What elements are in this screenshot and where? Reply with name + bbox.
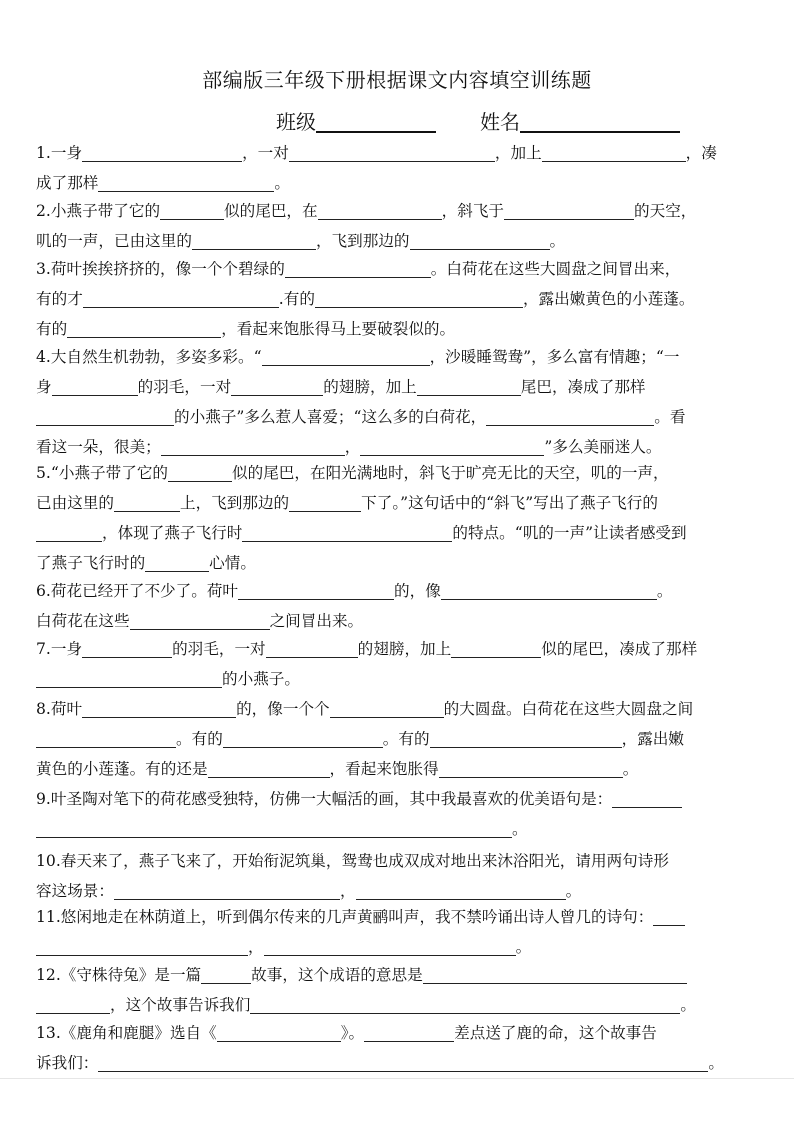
question-text: 叽的一声，已由这里的: [36, 232, 192, 250]
question-text: 7.一身: [36, 640, 83, 658]
answer-blank[interactable]: [114, 495, 180, 512]
question-text: 有的: [36, 320, 68, 338]
answer-blank[interactable]: [36, 671, 222, 688]
question-text: 的天空，: [634, 202, 697, 220]
question-text: ，这个故事告诉我们: [110, 996, 251, 1014]
answer-blank[interactable]: [238, 583, 394, 600]
question-text: 8.荷叶: [36, 700, 83, 718]
name-blank[interactable]: [520, 111, 680, 133]
class-label: 班级: [276, 110, 316, 134]
question-text: ，看起来饱胀得: [329, 760, 439, 778]
question-line: [36, 724, 756, 754]
question-text: 上，飞到那边的: [179, 494, 290, 512]
question-text: ，凑: [685, 144, 717, 162]
question-line: [36, 196, 756, 226]
question-text: 12.《守株待兔》是一篇: [36, 966, 202, 984]
answer-blank[interactable]: [192, 233, 316, 250]
question-line: [36, 990, 756, 1020]
question-5: [36, 458, 756, 578]
answer-blank[interactable]: [289, 495, 361, 512]
question-7: [36, 634, 756, 694]
question-text: ，体现了燕子飞行时: [102, 524, 243, 542]
question-line: [36, 664, 756, 694]
question-text: 黄色的小莲蓬。有的还是: [36, 760, 208, 778]
question-text: ，飞到那边的: [315, 232, 410, 250]
answer-blank[interactable]: [364, 1025, 454, 1042]
answer-blank[interactable]: [82, 145, 242, 162]
question-text: ，一对: [242, 144, 289, 162]
question-line: [36, 254, 756, 284]
answer-blank[interactable]: [36, 821, 512, 838]
answer-blank[interactable]: [168, 465, 232, 482]
answer-blank[interactable]: [208, 761, 330, 778]
answer-blank[interactable]: [160, 203, 224, 220]
question-text: ，: [339, 882, 356, 900]
answer-blank[interactable]: [653, 909, 685, 926]
answer-blank[interactable]: [262, 349, 430, 366]
question-text: 。有的: [176, 730, 223, 748]
question-text: 13.《鹿角和鹿腿》选自《: [36, 1024, 217, 1042]
question-9: [36, 784, 756, 844]
question-text: ，沙暖睡鸳鸯”，多么富有情趣；“一: [429, 348, 680, 366]
answer-blank[interactable]: [36, 939, 248, 956]
question-6: [36, 576, 756, 636]
question-text: 4.大自然生机勃勃，多姿多彩。“: [36, 348, 262, 366]
answer-blank[interactable]: [356, 883, 566, 900]
question-text: 已由这里的: [36, 494, 114, 512]
answer-blank[interactable]: [264, 939, 516, 956]
page-title: 部编版三年级下册根据课文内容填空训练题: [202, 68, 592, 92]
question-line: [36, 458, 756, 488]
question-line: [36, 784, 756, 814]
answer-blank[interactable]: [430, 731, 622, 748]
answer-blank[interactable]: [410, 233, 550, 250]
answer-blank[interactable]: [242, 525, 452, 542]
question-line: [36, 168, 756, 198]
answer-blank[interactable]: [285, 261, 431, 278]
question-2: [36, 196, 756, 256]
answer-blank[interactable]: [36, 409, 174, 426]
answer-blank[interactable]: [36, 525, 102, 542]
question-text: 。: [680, 996, 696, 1014]
question-line: [36, 342, 756, 372]
question-1: [36, 138, 756, 198]
question-line: [36, 518, 756, 548]
answer-blank[interactable]: [612, 791, 682, 808]
question-line: [36, 548, 756, 578]
answer-blank[interactable]: [231, 379, 323, 396]
answer-blank[interactable]: [330, 701, 444, 718]
question-text: 成了那样: [36, 174, 99, 192]
question-line: [36, 902, 756, 932]
question-line: [36, 694, 756, 724]
answer-blank[interactable]: [130, 613, 270, 630]
answer-blank[interactable]: [217, 1025, 341, 1042]
answer-blank[interactable]: [223, 731, 383, 748]
student-info-row: [276, 106, 680, 135]
question-line: [36, 932, 756, 962]
question-text: 。: [549, 232, 566, 250]
question-line: [36, 1048, 756, 1078]
question-text: 。白荷花在这些大圆盘之间冒出来，: [430, 260, 681, 278]
answer-blank[interactable]: [318, 203, 442, 220]
answer-blank[interactable]: [315, 291, 523, 308]
answer-blank[interactable]: [98, 175, 274, 192]
answer-blank[interactable]: [439, 761, 623, 778]
question-line: [36, 960, 756, 990]
question-text: ，露出嫩: [621, 730, 684, 748]
answer-blank[interactable]: [250, 997, 680, 1014]
page-bottom-divider: [0, 1078, 794, 1079]
class-blank[interactable]: [316, 111, 436, 133]
question-text: 看这一朵，很美；: [36, 438, 161, 456]
question-text: 6.荷花已经开了不少了。荷叶: [36, 582, 239, 600]
answer-blank[interactable]: [82, 641, 172, 658]
question-text: 。: [708, 1054, 724, 1072]
question-text: 。: [274, 174, 290, 192]
question-text: 下了。”这句话中的“斜飞”写出了燕子飞行的: [361, 494, 658, 512]
question-8: [36, 694, 756, 784]
question-3: [36, 254, 756, 344]
question-text: 有的才: [36, 290, 83, 308]
answer-blank[interactable]: [161, 439, 345, 456]
question-text: 心情。: [209, 554, 256, 572]
question-10: [36, 846, 756, 906]
question-text: 。: [656, 582, 673, 600]
question-4: [36, 342, 756, 462]
question-text: 的，像: [394, 582, 441, 600]
question-text: 11.悠闲地走在林荫道上，听到偶尔传来的几声黄鹂叫声，我不禁吟诵出诗人曾几的诗句：: [36, 908, 654, 926]
answer-blank[interactable]: [423, 967, 687, 984]
question-text: 。: [622, 760, 639, 778]
answer-blank[interactable]: [145, 555, 209, 572]
question-text: 。有的: [382, 730, 430, 748]
answer-blank[interactable]: [289, 145, 495, 162]
question-text: 。看: [654, 408, 686, 426]
question-text: 了燕子飞行时的: [36, 554, 146, 572]
question-text: 似的尾巴，凑成了那样: [541, 640, 698, 658]
question-line: [36, 488, 756, 518]
question-text: 的羽毛，一对: [172, 640, 266, 658]
question-text: ，: [248, 938, 264, 956]
question-11: [36, 902, 756, 962]
question-line: [36, 754, 756, 784]
question-line: [36, 372, 756, 402]
answer-blank[interactable]: [451, 641, 541, 658]
question-text: 的小燕子。: [222, 670, 300, 688]
question-text: 。: [565, 882, 582, 900]
question-text: ，加上: [494, 144, 542, 162]
question-line: [36, 314, 756, 344]
question-text: 白荷花在这些: [36, 612, 130, 630]
question-text: 5.“小燕子带了它的: [36, 464, 169, 482]
answer-blank[interactable]: [82, 701, 236, 718]
question-text: ，斜飞于: [441, 202, 505, 220]
answer-blank[interactable]: [486, 409, 654, 426]
question-text: 的羽毛，一对: [137, 378, 232, 396]
question-line: [36, 634, 756, 664]
name-label: 姓名: [480, 110, 520, 134]
answer-blank[interactable]: [52, 379, 138, 396]
answer-blank[interactable]: [67, 321, 221, 338]
answer-blank[interactable]: [542, 145, 686, 162]
answer-blank[interactable]: [83, 291, 279, 308]
question-line: [36, 284, 756, 314]
question-text: 的小燕子”多么惹人喜爱；“这么多的白荷花，: [174, 408, 487, 426]
question-text: 差点送了鹿的命，这个故事告: [454, 1024, 657, 1042]
answer-blank[interactable]: [417, 379, 521, 396]
question-text: .有的: [278, 290, 315, 308]
question-text: ”多么美丽迷人。: [544, 438, 662, 456]
question-13: [36, 1018, 756, 1078]
answer-blank[interactable]: [504, 203, 634, 220]
answer-blank[interactable]: [266, 641, 358, 658]
answer-blank[interactable]: [201, 967, 251, 984]
answer-blank[interactable]: [441, 583, 657, 600]
question-text: 容这场景：: [36, 882, 114, 900]
answer-blank[interactable]: [360, 439, 544, 456]
question-text: ，看起来饱胀得马上要破裂似的。: [221, 320, 456, 338]
question-text: 之间冒出来。: [269, 612, 364, 630]
question-text: 故事，这个成语的意思是: [251, 966, 423, 984]
question-text: 的大圆盘。白荷花在这些大圆盘之间: [443, 700, 694, 718]
question-text: 3.荷叶挨挨挤挤的，像一个个碧绿的: [36, 260, 285, 278]
question-text: ，: [344, 438, 361, 456]
question-text: 的特点。“叽的一声”让读者感受到: [452, 524, 687, 542]
answer-blank[interactable]: [36, 997, 110, 1014]
question-line: [36, 138, 756, 168]
question-text: 身: [36, 378, 52, 396]
question-line: [36, 846, 756, 876]
question-text: 10.春天来了，燕子飞来了，开始衔泥筑巢，鸳鸯也成双成对地出来沐浴阳光，请用两句诗形: [36, 852, 669, 870]
question-line: [36, 1018, 756, 1048]
answer-blank[interactable]: [98, 1055, 708, 1072]
question-line: [36, 606, 756, 636]
question-text: 尾巴，凑成了那样: [520, 378, 646, 396]
question-line: [36, 814, 756, 844]
question-text: 》。: [340, 1024, 365, 1042]
question-text: 的翅膀，加上: [323, 378, 417, 396]
answer-blank[interactable]: [114, 883, 340, 900]
question-text: 似的尾巴，在: [224, 202, 318, 220]
question-text: 。: [512, 820, 528, 838]
question-text: 1.一身: [36, 144, 83, 162]
question-text: 诉我们：: [36, 1054, 99, 1072]
question-text: 2.小燕子带了它的: [36, 202, 161, 220]
question-text: 9.叶圣陶对笔下的荷花感受独特，仿佛一大幅活的画，其中我最喜欢的优美语句是：: [36, 790, 613, 808]
question-line: [36, 576, 756, 606]
question-12: [36, 960, 756, 1020]
question-text: 的，像一个个: [236, 700, 330, 718]
question-text: ，露出嫩黄色的小莲蓬。: [522, 290, 695, 308]
question-text: 似的尾巴，在阳光满地时，斜飞于旷亮无比的天空，叽的一声，: [232, 464, 669, 482]
question-line: [36, 402, 756, 432]
question-line: [36, 226, 756, 256]
answer-blank[interactable]: [36, 731, 176, 748]
question-text: 。: [515, 938, 532, 956]
question-text: 的翅膀，加上: [357, 640, 452, 658]
